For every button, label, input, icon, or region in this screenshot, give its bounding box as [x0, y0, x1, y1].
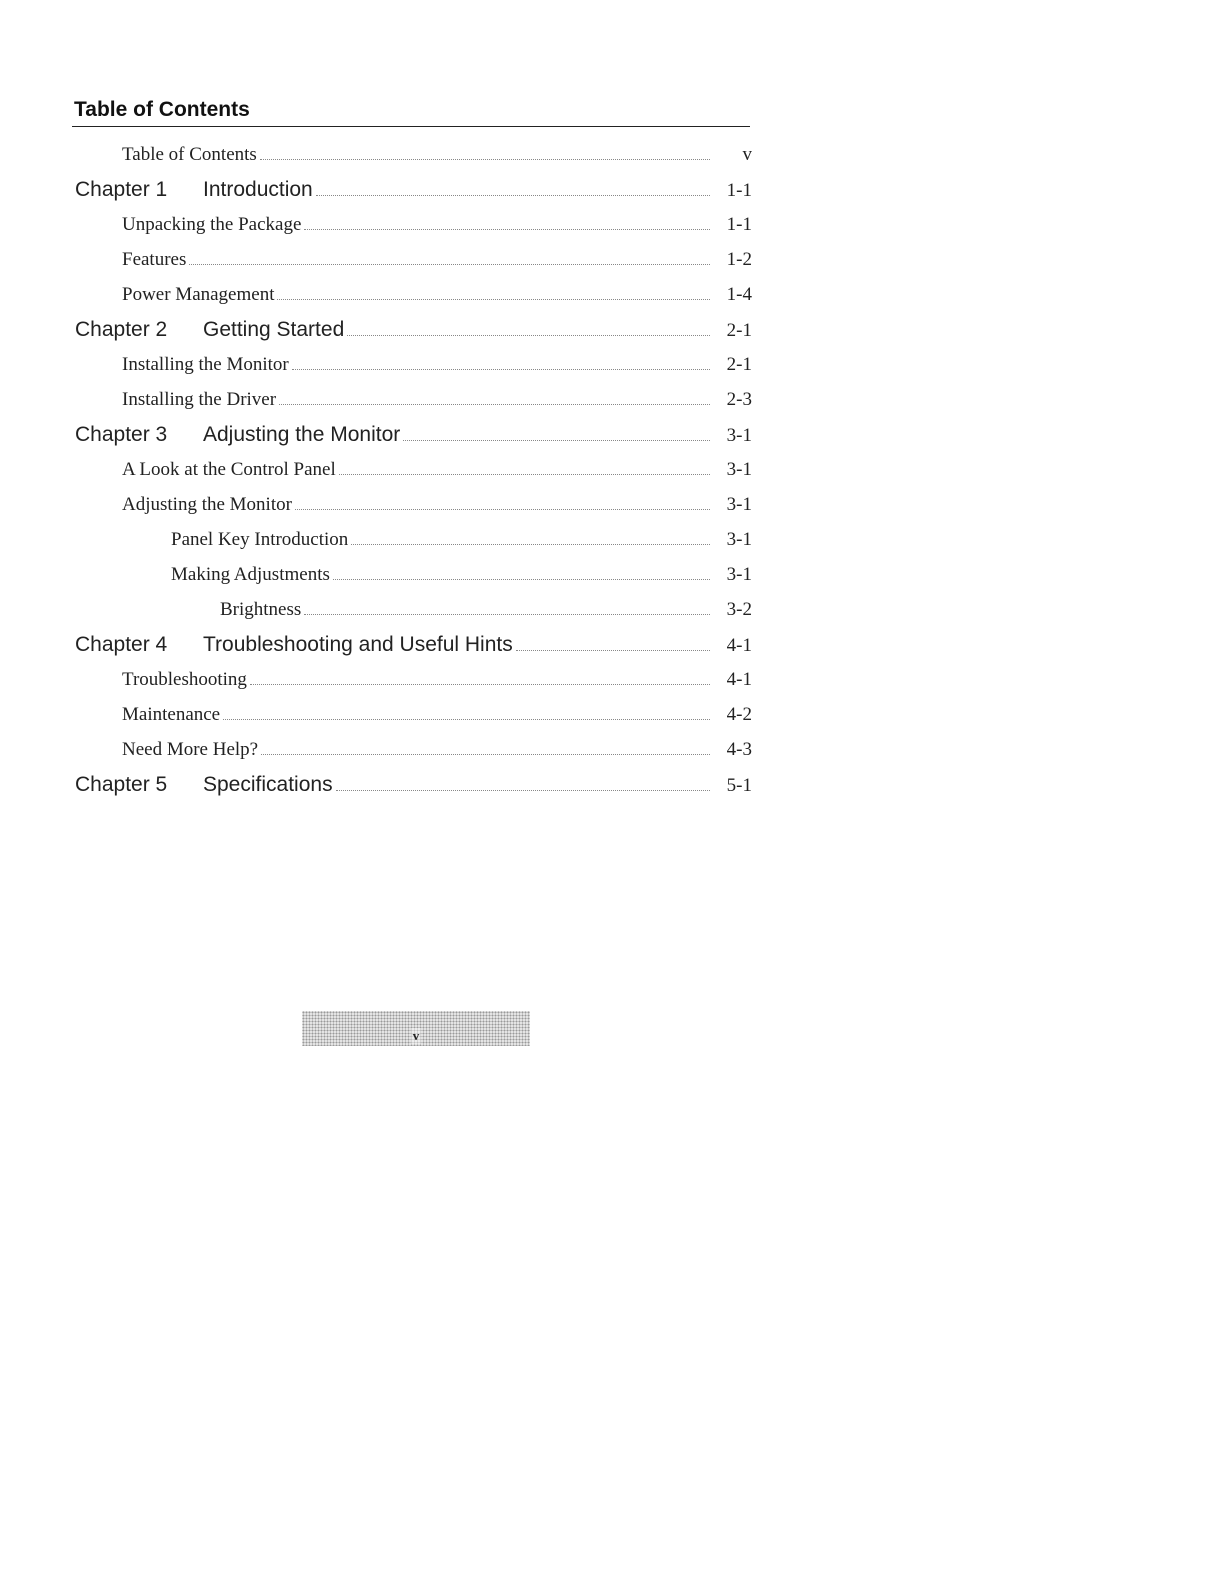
entry-title: Brightness [220, 599, 302, 620]
page-reference: 5-1 [726, 775, 752, 796]
page-reference: 3-1 [726, 459, 752, 480]
dot-leader [347, 335, 710, 336]
entry-title: Power Management [122, 284, 275, 305]
dot-leader [316, 195, 710, 196]
toc-chapter-entry [72, 417, 752, 452]
page-reference: 2-1 [726, 320, 752, 341]
entry-title: Features [122, 249, 187, 270]
dot-leader [403, 440, 710, 441]
toc-entry [72, 522, 752, 557]
toc-list [72, 137, 752, 802]
toc-entry [72, 242, 752, 277]
page-number: v [412, 1027, 420, 1043]
dot-leader [260, 159, 710, 160]
dot-leader [339, 474, 710, 475]
chapter-number: Chapter 5 [75, 773, 168, 796]
toc-chapter-entry [72, 767, 752, 802]
dot-leader [223, 719, 710, 720]
toc-chapter-entry [72, 312, 752, 347]
entry-title: Need More Help? [122, 739, 259, 760]
entry-title: Making Adjustments [171, 564, 330, 585]
page-reference: 2-3 [726, 389, 752, 410]
entry-title: Specifications [203, 773, 333, 796]
toc-entry [72, 592, 752, 627]
dot-leader [250, 684, 710, 685]
page-reference: 4-1 [726, 635, 752, 656]
chapter-number: Chapter 1 [75, 178, 168, 201]
toc-entry [72, 557, 752, 592]
dot-leader [304, 229, 710, 230]
page-reference: 3-1 [726, 425, 752, 446]
page-footer [302, 1011, 530, 1046]
page-reference: 4-1 [726, 669, 752, 690]
page-reference: 3-1 [726, 564, 752, 585]
page-reference: v [742, 144, 752, 165]
chapter-number: Chapter 4 [75, 633, 168, 656]
entry-title: Maintenance [122, 704, 221, 725]
entry-title: Unpacking the Package [122, 214, 302, 235]
toc-entry [72, 452, 752, 487]
entry-title: Installing the Driver [122, 389, 277, 410]
dot-leader [261, 754, 710, 755]
entry-title: Adjusting the Monitor [203, 423, 401, 446]
page-reference: 1-2 [726, 249, 752, 270]
toc-entry [72, 662, 752, 697]
entry-title: Introduction [203, 178, 313, 201]
dot-leader [304, 614, 710, 615]
dot-leader [351, 544, 710, 545]
entry-title: Troubleshooting [122, 669, 247, 690]
toc-entry [72, 382, 752, 417]
toc-chapter-entry [72, 627, 752, 662]
dot-leader [277, 299, 710, 300]
title-underline [72, 126, 750, 127]
dot-leader [336, 790, 710, 791]
entry-title: Adjusting the Monitor [122, 494, 292, 515]
toc-entry [72, 697, 752, 732]
page-reference: 1-4 [726, 284, 752, 305]
toc-entry [72, 137, 752, 172]
dot-leader [333, 579, 710, 580]
chapter-number: Chapter 3 [75, 423, 168, 446]
toc-entry [72, 732, 752, 767]
page-reference: 3-1 [726, 494, 752, 515]
dot-leader [516, 650, 710, 651]
page-title: Table of Contents [74, 98, 250, 121]
page-reference: 1-1 [726, 214, 752, 235]
page-reference: 4-3 [726, 739, 752, 760]
toc-entry [72, 207, 752, 242]
dot-leader [295, 509, 710, 510]
entry-title: Table of Contents [122, 144, 257, 165]
toc-entry [72, 347, 752, 382]
entry-title: Installing the Monitor [122, 354, 289, 375]
entry-title: Panel Key Introduction [171, 529, 349, 550]
toc-chapter-entry [72, 172, 752, 207]
page-reference: 2-1 [726, 354, 752, 375]
chapter-number: Chapter 2 [75, 318, 168, 341]
page-header [72, 98, 752, 127]
dot-leader [189, 264, 710, 265]
dot-leader [279, 404, 710, 405]
page-reference: 3-1 [726, 529, 752, 550]
toc-entry [72, 487, 752, 522]
dot-leader [292, 369, 710, 370]
toc-entry [72, 277, 752, 312]
page-reference: 1-1 [726, 180, 752, 201]
page-reference: 4-2 [726, 704, 752, 725]
page-reference: 3-2 [726, 599, 752, 620]
entry-title: Getting Started [203, 318, 345, 341]
entry-title: Troubleshooting and Useful Hints [203, 633, 513, 656]
entry-title: A Look at the Control Panel [122, 459, 336, 480]
